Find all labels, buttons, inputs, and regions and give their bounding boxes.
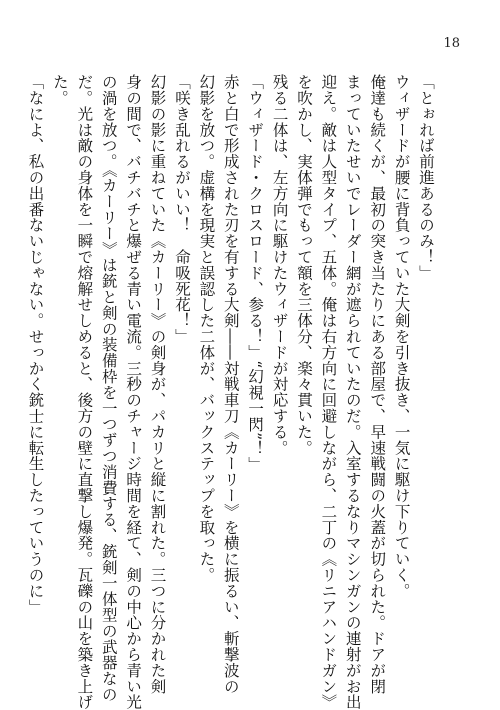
text-line: ウィザードが腰に背負っていた大剣を引き抜き、一気に駆け下りていく。 — [392, 74, 411, 599]
text-line: 赤と白で形成された刃を有する大剣――対戦車刀《カーリー》を横に振るい、斬撃波の — [221, 74, 240, 695]
text-line: だ。光は敵の身体を一瞬で熔解せしめると、後方の壁に直撃し爆発。瓦礫の山を築き上げ — [75, 74, 94, 710]
text-line: 俺達も続くが、最初の突き当たりにある部屋で、早速戦闘の火蓋が切られた。ドアが閉 — [368, 74, 387, 695]
text-line: 身の間で、バチバチと爆ぜる青い電流。三秒のチャージ時間を経て、剣の中心から青い光 — [124, 74, 143, 710]
text-line: 「なによ、私の出番ないじゃない。せっかく銃士に転生したっていうのに」 — [26, 74, 45, 615]
text-line: まっていたせいでレーダー網が遮られていたのだ。入室するなりマシンガンの連射がお出 — [343, 74, 362, 710]
text-line: 「咲き乱れるがいい！ 命吸死花！」 — [172, 74, 191, 345]
text-line: 迎え。敵は人型タイプ、五体。俺は右方向に回避しながら、二丁の《リニアハンドガン》 — [319, 74, 338, 710]
text-line: 幻影の影に重ねていた《カーリー》の剣身が、パカリと縦に割れた。三つに分かれた剣 — [148, 74, 167, 695]
text-line: の渦を放つ。《カーリー》は銃と剣の装備枠を一つずつ消費する、銃剣一体型の武器なの — [99, 74, 118, 703]
vertical-text-body — [26, 74, 438, 710]
text-line: 残る二体は、左方向に駆けたウィザードが対応する。 — [270, 74, 289, 456]
text-line: 「ウィザード・クロスロード、参る！」“幻視一閃”！」 — [246, 74, 265, 473]
text-line: を吹かし、実体弾でもって額を三体分、楽々貫いた。 — [294, 74, 313, 456]
text-line: 幻影を放つ。虚構を現実と誤認した二体が、バックステップを取った。 — [197, 74, 216, 583]
page-number: 18 — [443, 36, 460, 51]
text-line: 「とぉれば前進あるのみ！」 — [417, 74, 435, 281]
text-line: た。 — [50, 74, 69, 106]
